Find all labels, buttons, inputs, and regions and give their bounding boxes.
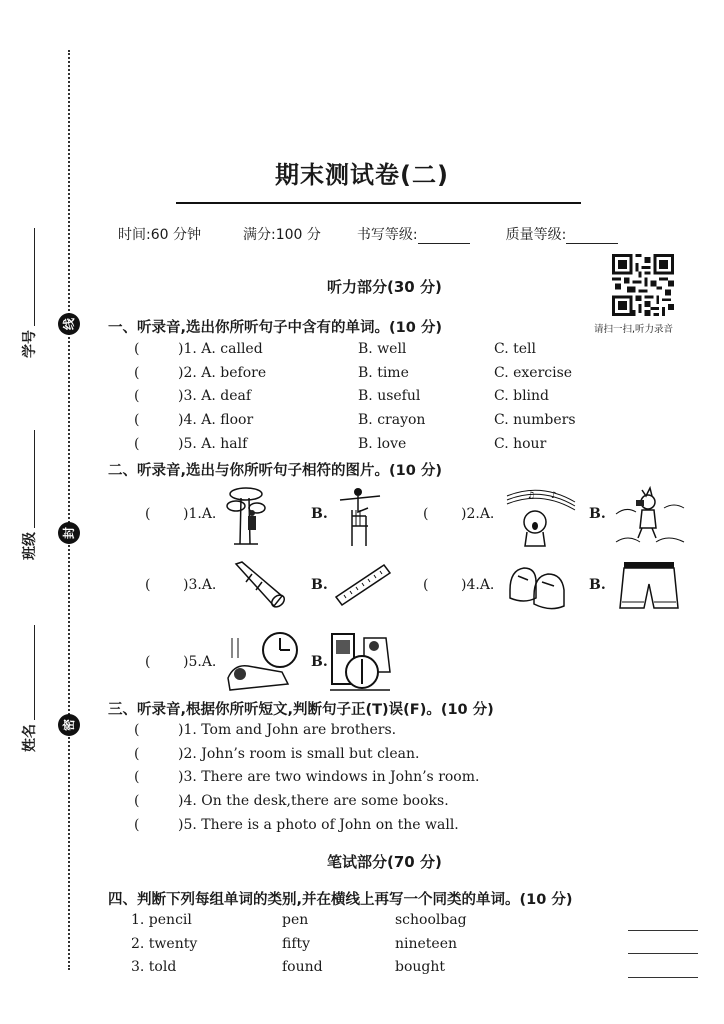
full-score: 满分:100 分 (242, 227, 321, 243)
seal-xian: 线 (58, 313, 80, 335)
listening-section-title: 听力部分(30 分) (327, 278, 442, 296)
word-1: 2. twenty (131, 936, 198, 952)
statement: )3. There are two windows in John’s room. (178, 769, 480, 785)
statement: )2. John’s room is small but clean. (178, 746, 420, 762)
option-b: B. crayon (358, 412, 426, 428)
writing-grade (357, 224, 470, 244)
statement: )1. Tom and John are brothers. (178, 722, 397, 738)
answer-blank[interactable] (628, 977, 698, 978)
seal-mi: 密 (58, 714, 80, 736)
pic-q4-label: )4.A. (461, 577, 495, 593)
exam-meta-row (118, 224, 618, 244)
quality-grade (506, 224, 619, 244)
word-3: nineteen (395, 936, 458, 952)
option-b: B. useful (358, 388, 421, 404)
word-3: schoolbag (395, 912, 467, 928)
option-c: C. hour (494, 436, 547, 452)
sleeping-boy-clock-picture-icon[interactable] (224, 628, 302, 692)
statement: )4. On the desk,there are some books. (178, 793, 449, 809)
class-label: 班级 (22, 532, 38, 560)
tree-boy-picture-icon[interactable] (226, 486, 266, 546)
answer-paren[interactable]: ( (134, 436, 140, 452)
boy-camera-picture-icon[interactable] (612, 484, 688, 546)
title-rule (176, 202, 581, 204)
quality-grade-blank[interactable] (566, 229, 618, 244)
svg-text:♫: ♫ (527, 491, 536, 501)
class-line[interactable] (34, 430, 35, 528)
answer-paren[interactable]: ( (145, 506, 151, 522)
pic-q2-b-label: B. (589, 506, 606, 522)
pic-q1-b-label: B. (311, 506, 328, 522)
option-a: )5. A. half (178, 436, 248, 452)
answer-paren[interactable]: ( (134, 388, 140, 404)
qr-code-icon[interactable] (612, 254, 674, 316)
shorts-picture-icon[interactable] (618, 560, 680, 612)
option-a: )2. A. before (178, 365, 267, 381)
family-clock-picture-icon[interactable] (328, 632, 392, 692)
writing-grade-label: 书写等级: (356, 227, 418, 243)
answer-paren[interactable]: ( (134, 412, 140, 428)
answer-paren[interactable]: ( (134, 817, 140, 833)
written-section-title: 笔试部分(70 分) (327, 853, 442, 871)
pic-q4-b-label: B. (589, 577, 606, 593)
quality-grade-label: 质量等级: (505, 227, 567, 243)
pic-q5-b-label: B. (311, 654, 328, 670)
word-1: 3. told (131, 959, 177, 975)
statement: )5. There is a photo of John on the wall. (178, 817, 459, 833)
option-b: B. time (358, 365, 409, 381)
pic-q3-b-label: B. (311, 577, 328, 593)
name-line[interactable] (34, 625, 35, 720)
option-c: C. exercise (494, 365, 573, 381)
qr-caption: 请扫一扫,听力录音 (594, 324, 674, 335)
answer-paren[interactable]: ( (145, 577, 151, 593)
option-b: B. well (358, 341, 407, 357)
answer-paren[interactable]: ( (134, 769, 140, 785)
answer-paren[interactable]: ( (134, 722, 140, 738)
option-b: B. love (358, 436, 407, 452)
answer-paren[interactable]: ( (423, 506, 429, 522)
word-3: bought (395, 959, 446, 975)
answer-paren[interactable]: ( (134, 793, 140, 809)
word-1: 1. pencil (131, 912, 192, 928)
option-c: C. tell (494, 341, 536, 357)
exam-time: 时间:60 分钟 (118, 227, 201, 243)
answer-paren[interactable]: ( (145, 654, 151, 670)
shoes-picture-icon[interactable] (506, 560, 570, 612)
word-2: pen (282, 912, 309, 928)
writing-grade-blank[interactable] (418, 229, 470, 244)
student-id-field[interactable] (22, 228, 42, 368)
part1-heading: 一、听录音,选出你所听句子中含有的单词。(10 分) (108, 320, 442, 336)
pic-q1-label: )1.A. (183, 506, 217, 522)
svg-text:♪: ♪ (551, 491, 557, 501)
word-2: fifty (282, 936, 311, 952)
answer-paren[interactable]: ( (134, 341, 140, 357)
option-a: )1. A. called (178, 341, 263, 357)
name-label: 姓名 (22, 724, 38, 752)
option-a: )4. A. floor (178, 412, 254, 428)
name-field[interactable] (22, 625, 42, 765)
part2-heading: 二、听录音,选出与你所听句子相符的图片。(10 分) (108, 463, 442, 479)
option-c: C. blind (494, 388, 550, 404)
page-title: 期末测试卷(二) (275, 161, 449, 189)
seal-feng: 封 (58, 522, 80, 544)
option-c: C. numbers (494, 412, 576, 428)
part3-heading: 三、听录音,根据你所听短文,判断句子正(T)误(F)。(10 分) (108, 702, 494, 718)
student-id-line[interactable] (34, 228, 35, 326)
answer-paren[interactable]: ( (423, 577, 429, 593)
pic-q3-label: )3.A. (183, 577, 217, 593)
answer-paren[interactable]: ( (134, 365, 140, 381)
pic-q2-label: )2.A. (461, 506, 495, 522)
part4-heading: 四、判断下列每组单词的类别,并在横线上再写一个同类的单词。(10 分) (108, 892, 573, 908)
word-2: found (282, 959, 323, 975)
girl-on-chair-picture-icon[interactable] (338, 486, 382, 548)
boy-singing-picture-icon[interactable] (505, 484, 577, 548)
class-field[interactable] (22, 430, 42, 570)
option-a: )3. A. deaf (178, 388, 252, 404)
answer-paren[interactable]: ( (134, 746, 140, 762)
eraser-picture-icon[interactable] (232, 560, 290, 610)
ruler-picture-icon[interactable] (334, 563, 392, 607)
answer-blank[interactable] (628, 930, 698, 931)
student-id-label: 学号 (22, 330, 38, 358)
answer-blank[interactable] (628, 953, 698, 954)
pic-q5-label: )5.A. (183, 654, 217, 670)
